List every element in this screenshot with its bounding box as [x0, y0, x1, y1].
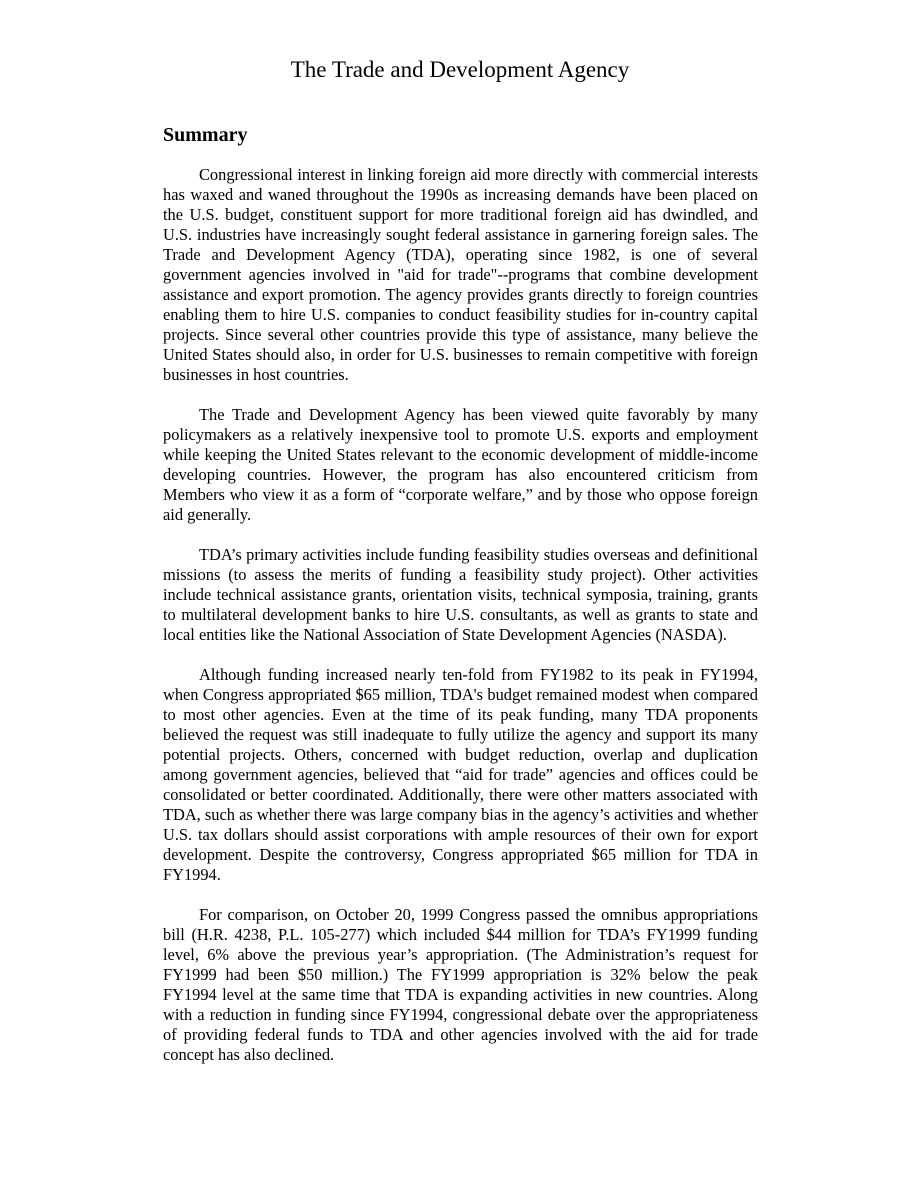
- summary-body: [163, 165, 758, 1085]
- summary-paragraph-5: For comparison, on October 20, 1999 Congress passed the omnibus appropriations bill (H.R. 4238, P.L. 105-277) which included $44 million for TDA’s FY1999 funding level, 6% above the previous year’s appropriation. (The Administration’s request for FY1999 had been $50 million.) The FY1999 appropriation is 32% below the peak FY1994 level at the same time that TDA is expanding activities in new countries. Along with a reduction in funding since FY1994, congressional debate over the appropriateness of providing federal funds to TDA and other agencies involved with the aid for trade concept has also declined.: [163, 905, 758, 1064]
- document-title: The Trade and Development Agency: [290, 57, 630, 82]
- section-heading-summary: Summary: [163, 124, 248, 146]
- summary-paragraph-1: Congressional interest in linking foreign aid more directly with commercial interests has waxed and waned throughout the 1990s as increasing demands have been placed on the U.S. budget, constituent support for more traditional foreign aid has dwindled, and U.S. industries have increasingly sought federal assistance in garnering foreign sales. The Trade and Development Agency (TDA), operating since 1982, is one of several government agencies involved in "aid for trade"--programs that combine development assistance and export promotion. The agency provides grants directly to foreign countries enabling them to hire U.S. companies to conduct feasibility studies for in-country capital projects. Since several other countries provide this type of assistance, many believe the United States should also, in order for U.S. businesses to remain competitive with foreign businesses in host countries.: [163, 165, 758, 384]
- summary-paragraph-3: TDA’s primary activities include funding feasibility studies overseas and definitional missions (to assess the merits of funding a feasibility study project). Other activities include technical assistance grants, orientation visits, technical symposia, training, grants to multilateral development banks to hire U.S. consultants, as well as grants to state and local entities like the National Association of State Development Agencies (NASDA).: [163, 545, 758, 644]
- summary-paragraph-4: Although funding increased nearly ten-fold from FY1982 to its peak in FY1994, when Congress appropriated $65 million, TDA's budget remained modest when compared to most other agencies. Even at the time of its peak funding, many TDA proponents believed the request was still inadequate to fully utilize the agency and support its many potential projects. Others, concerned with budget reduction, overlap and duplication among government agencies, believed that “aid for trade” agencies and offices could be consolidated or better coordinated. Additionally, there were other matters associated with TDA, such as whether there was large company bias in the agency’s activities and whether U.S. tax dollars should assist corporations with ample resources of their own for export development. Despite the controversy, Congress appropriated $65 million for TDA in FY1994.: [163, 665, 758, 884]
- summary-paragraph-2: The Trade and Development Agency has been viewed quite favorably by many policymakers as a relatively inexpensive tool to promote U.S. exports and employment while keeping the United States relevant to the economic development of middle-income developing countries. However, the program has also encountered criticism from Members who view it as a form of “corporate welfare,” and by those who oppose foreign aid generally.: [163, 405, 758, 524]
